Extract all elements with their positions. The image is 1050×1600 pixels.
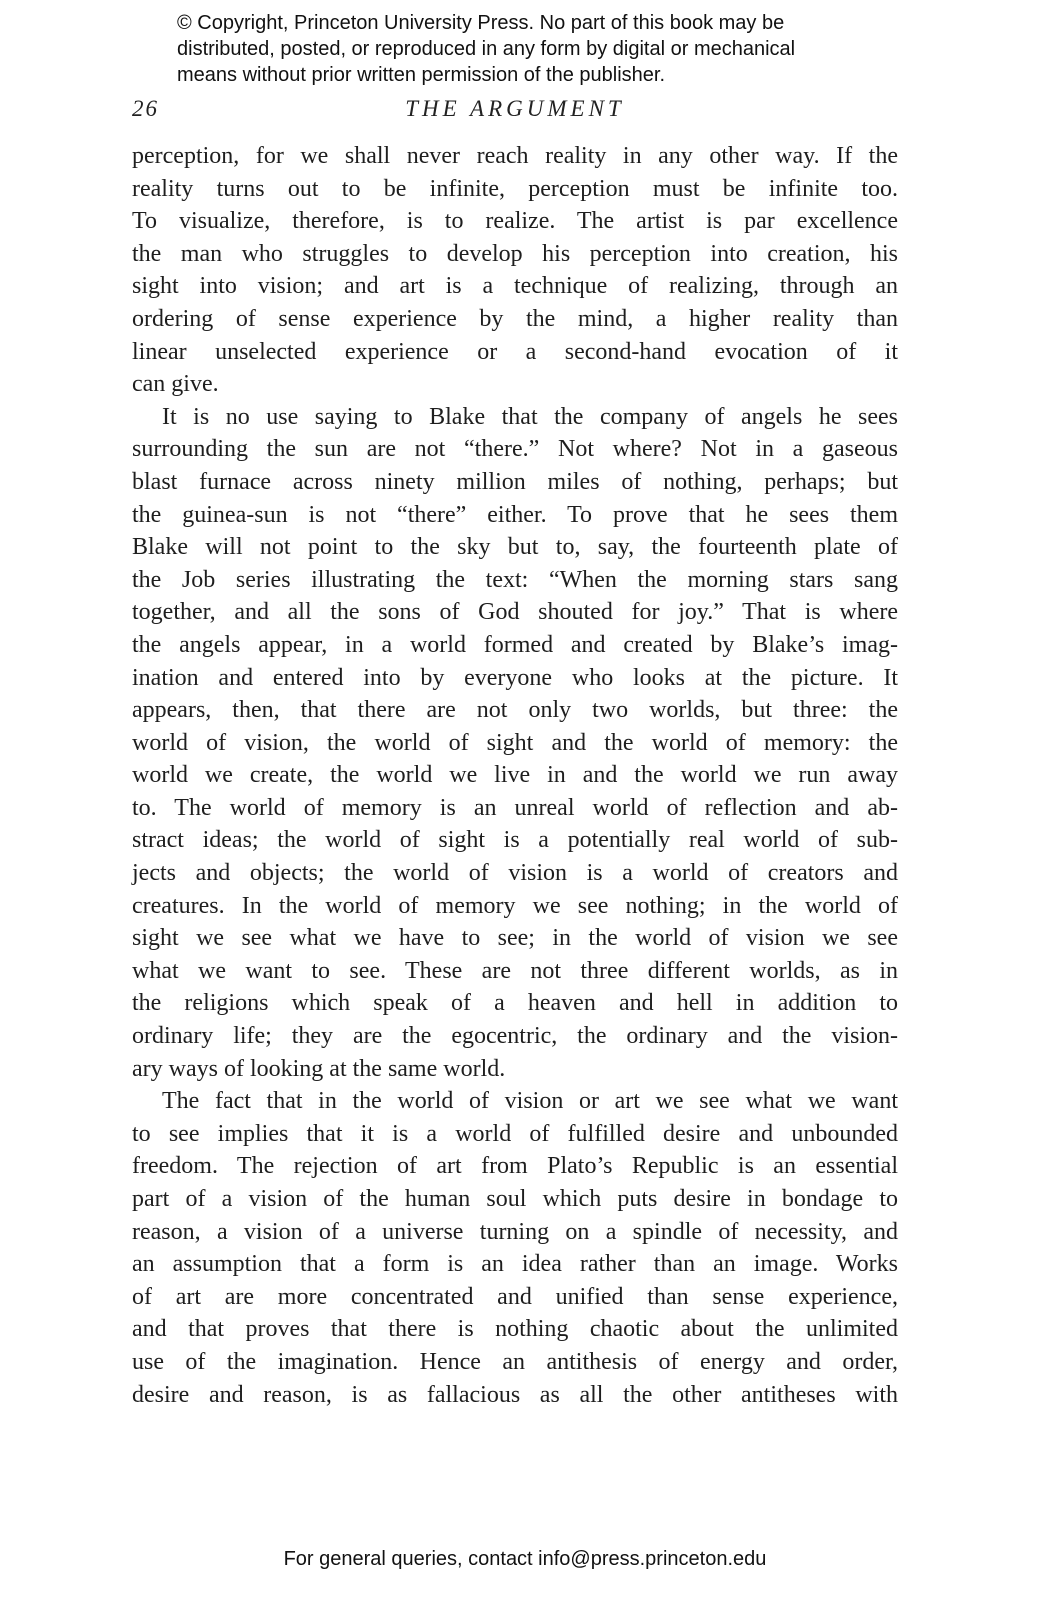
text-line: appears, then, that there are not only two worlds, but three: the [132, 697, 898, 724]
text-line: can give. [132, 371, 219, 398]
copyright-line: means without prior written permission of the publisher. [177, 64, 666, 86]
text-line: ination and entered into by everyone who looks at the picture. It [132, 664, 898, 691]
text-line: desire and reason, is as fallacious as all the other antitheses with [132, 1381, 898, 1408]
text-line: blast furnace across ninety million miles of nothing, perhaps; but [132, 468, 898, 495]
copyright-line: © Copyright, Princeton University Press. No part of this book may be [177, 12, 785, 34]
text-line: perception, for we shall never reach reality in any other way. If the [132, 143, 898, 169]
text-line: use of the imagination. Hence an antithesis of energy and order, [132, 1348, 898, 1375]
text-line: jects and objects; the world of vision is a world of creators and [132, 860, 898, 887]
copyright-notice [177, 10, 877, 88]
text-line: sight we see what we have to see; in the world of vision we see [132, 925, 898, 952]
text-line: linear unselected experience or a second-hand evocation of it [132, 338, 898, 365]
text-line: It is no use saying to Blake that the company of angels he sees [162, 403, 898, 430]
text-line: an assumption that a form is an idea rather than an image. Works [132, 1251, 898, 1278]
text-line: Blake will not point to the sky but to, say, the fourteenth plate of [132, 534, 898, 561]
text-line: The fact that in the world of vision or art we see what we want [162, 1088, 898, 1115]
text-line: the angels appear, in a world formed and created by Blake’s imag- [132, 631, 898, 658]
text-line: surrounding the sun are not “there.” Not where? Not in a gaseous [132, 436, 898, 463]
footer-contact: For general queries, contact info@press.princeton.edu [283, 1548, 767, 1570]
text-line: to see implies that it is a world of fulfilled desire and unbounded [132, 1120, 898, 1147]
text-line: what we want to see. These are not three different worlds, as in [132, 957, 898, 984]
text-line: ordinary life; they are the egocentric, the ordinary and the vision- [132, 1023, 898, 1050]
text-line: reason, a vision of a universe turning on a spindle of necessity, and [132, 1218, 898, 1245]
text-line: the Job series illustrating the text: “When the morning stars sang [132, 566, 898, 593]
text-line: world of vision, the world of sight and the world of memory: the [132, 729, 898, 756]
page-number: 26 [132, 96, 159, 121]
running-head [132, 96, 898, 126]
text-line: of art are more concentrated and unified than sense experience, [132, 1283, 898, 1310]
text-line: together, and all the sons of God shouted for joy.” That is where [132, 599, 898, 626]
running-title: THE ARGUMENT [405, 96, 625, 121]
text-line: creatures. In the world of memory we see nothing; in the world of [132, 892, 898, 919]
text-line: sight into vision; and art is a technique of realizing, through an [132, 273, 898, 300]
text-line: part of a vision of the human soul which puts desire in bondage to [132, 1186, 898, 1212]
text-line: the religions which speak of a heaven and hell in addition to [132, 990, 898, 1017]
text-line: freedom. The rejection of art from Plato’s Republic is an essential [132, 1153, 898, 1180]
text-line: and that proves that there is nothing chaotic about the unlimited [132, 1316, 898, 1343]
text-line: world we create, the world we live in and the world we run away [132, 762, 898, 789]
text-line: stract ideas; the world of sight is a potentially real world of sub- [132, 827, 898, 854]
text-line: reality turns out to be infinite, perception must be infinite too. [132, 175, 898, 202]
text-line: to. The world of memory is an unreal world of reflection and ab- [132, 794, 898, 821]
text-line: ary ways of looking at the same world. [132, 1055, 506, 1082]
copyright-line: distributed, posted, or reproduced in any form by digital or mechanical [177, 38, 796, 60]
text-line: the guinea-sun is not “there” either. To prove that he sees them [132, 501, 898, 528]
text-line: ordering of sense experience by the mind, a higher reality than [132, 305, 898, 332]
text-line: the man who struggles to develop his perception into creation, his [132, 240, 898, 267]
body-text [132, 140, 898, 1411]
text-line: To visualize, therefore, is to realize. The artist is par excellence [132, 208, 898, 235]
